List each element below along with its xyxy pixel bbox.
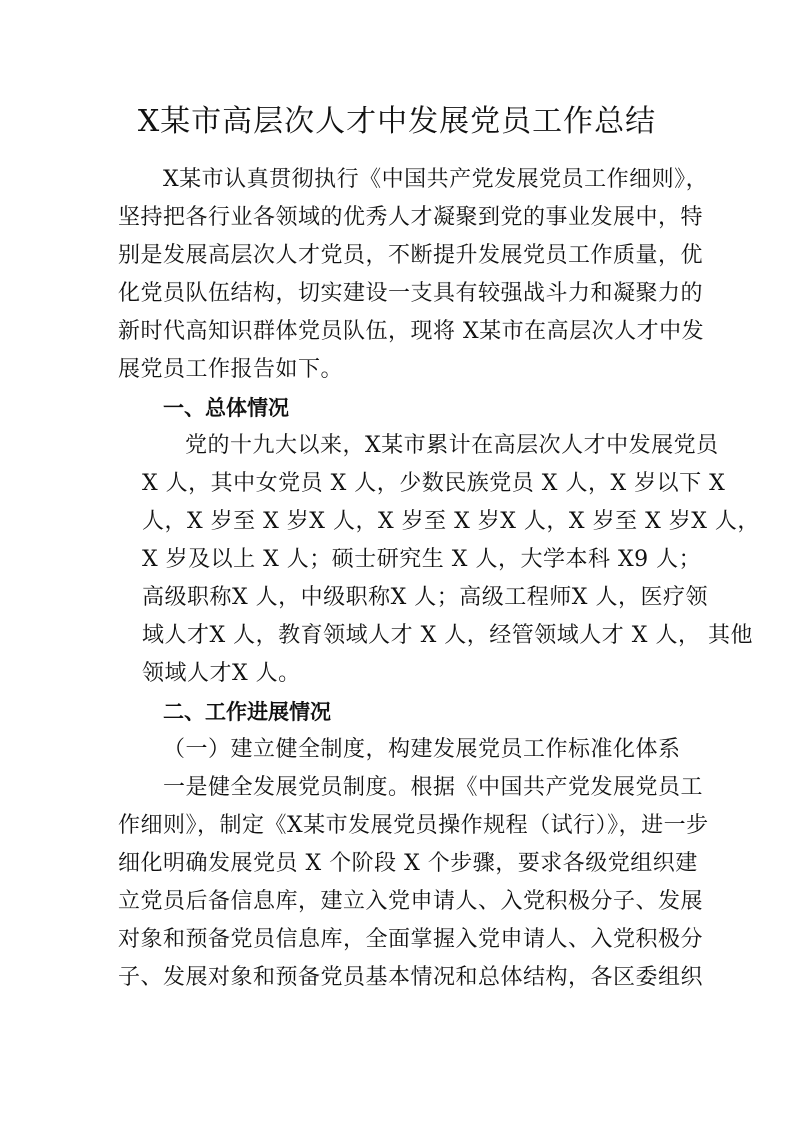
intro-line-2: 坚持把各行业各领域的优秀人才凝聚到党的事业发展中，特 <box>118 205 704 230</box>
overview-line-4: X 岁及以上 X 人；硕士研究生 X 人，大学本科 X9 人； <box>142 547 702 572</box>
intro-line-1: X某市认真贯彻执行《中国共产党发展党员工作细则》， <box>163 167 709 192</box>
overview-line-6: 域人才X 人，教育领域人才 X 人，经管领域人才 X 人， 其他 <box>142 623 753 648</box>
intro-line-3: 别是发展高层次人才党员，不断提升发展党员工作质量，优 <box>118 243 704 268</box>
section-heading-progress: 二、工作进展情况 <box>163 700 331 724</box>
progress-line-3: 细化明确发展党员 X 个阶段 X 个步骤，要求各级党组织建 <box>118 851 698 876</box>
overview-line-5: 高级职称X 人，中级职称X 人；高级工程师X 人，医疗领 <box>142 585 708 610</box>
section-heading-overview: 一、总体情况 <box>163 396 289 420</box>
overview-line-2: X 人，其中女党员 X 人，少数民族党员 X 人，X 岁以下 X <box>142 471 726 496</box>
overview-line-7: 领域人才X 人。 <box>142 661 301 686</box>
progress-line-5: 对象和预备党员信息库，全面掌握入党申请人、入党积极分 <box>118 927 704 952</box>
progress-line-6: 子、发展对象和预备党员基本情况和总体结构，各区委组织 <box>118 965 704 990</box>
progress-line-1: 一是健全发展党员制度。根据《中国共产党发展党员工 <box>163 775 704 800</box>
overview-line-1: 党的十九大以来，X某市累计在高层次人才中发展党员 <box>185 433 719 458</box>
intro-line-4: 化党员队伍结构，切实建设一支具有较强战斗力和凝聚力的 <box>118 281 704 306</box>
document-title: X某市高层次人才中发展党员工作总结 <box>137 104 657 139</box>
intro-line-6: 展党员工作报告如下。 <box>118 357 344 382</box>
progress-line-4: 立党员后备信息库，建立入党申请人、入党积极分子、发展 <box>118 889 704 914</box>
subsection-heading-1: （一）建立健全制度，构建发展党员工作标准化体系 <box>163 737 681 762</box>
overview-line-3: 人，X 岁至 X 岁X 人，X 岁至 X 岁X 人，X 岁至 X 岁X 人， <box>142 509 760 534</box>
progress-line-2: 作细则》，制定《X某市发展党员操作规程（试行）》，进一步 <box>118 813 709 838</box>
intro-line-5: 新时代高知识群体党员队伍，现将 X某市在高层次人才中发 <box>118 319 705 344</box>
